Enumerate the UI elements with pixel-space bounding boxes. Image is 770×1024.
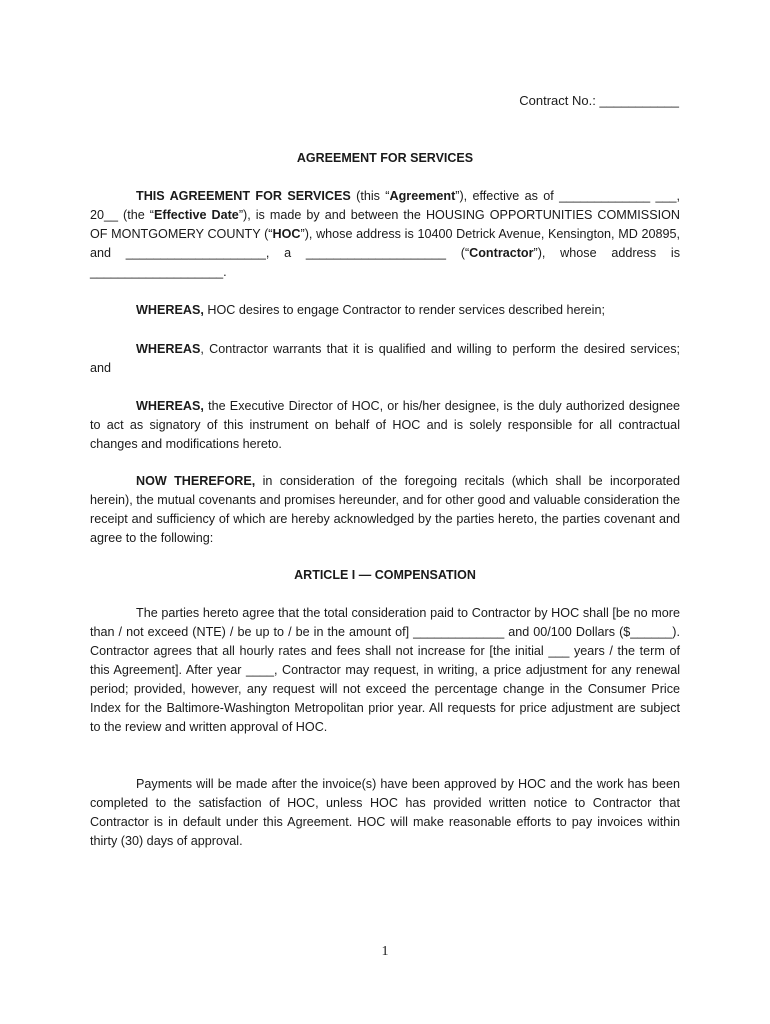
whereas-3-text: the Executive Director of HOC, or his/her designee, is the duly authorized designee to act as signatory of this instrument on behalf of HOC and is solely responsible for all contractual changes and modifications hereto. bbox=[90, 399, 680, 451]
whereas-paragraph-3 bbox=[90, 397, 680, 454]
preamble-text-4: ”), whose address is 10400 Detrick Avenue, Kensington, MD 20895, and ____________________, a ____________________ (“ bbox=[90, 227, 681, 260]
page-number: 1 bbox=[381, 944, 389, 959]
preamble-paragraph bbox=[90, 187, 680, 282]
preamble-lead: THIS AGREEMENT FOR SERVICES bbox=[136, 189, 351, 203]
preamble-text-2: ”), effective as of _____________ ___, 20__ (the “ bbox=[90, 189, 680, 222]
compensation-paragraph-2 bbox=[90, 775, 680, 851]
now-therefore-paragraph bbox=[90, 472, 680, 548]
compensation-text-2: Payments will be made after the invoice(s) have been approved by HOC and the work has been completed to the satisfaction of HOC, unless HOC has provided written notice to Contractor that Contractor is in default under this Agreement. HOC will make reasonable efforts to pay invoices within thirty (30) days of approval. bbox=[90, 777, 680, 848]
whereas-3-lead: WHEREAS, bbox=[136, 399, 204, 413]
compensation-text-1: The parties hereto agree that the total consideration paid to Contractor by HOC shall [be no more than / not exceed (NTE) / be up to / be in the amount of] _____________ and 00/100 Dollars ($______). Contractor agrees that all hourly rates and fees shall not increase for [the initial ___ years / the term of this Agreement]. After year ____, Contractor may request, in writing, a price adjustment for any renewal period; provided, however, any request will not exceed the percentage change in the Consumer Price Index for the Baltimore-Washington Metropolitan prior year. All requests for price adjustment are subject to the review and written approval of HOC. bbox=[90, 606, 680, 734]
whereas-2-text: , Contractor warrants that it is qualified and willing to perform the desired services; and bbox=[90, 342, 680, 375]
whereas-paragraph-1 bbox=[90, 301, 680, 320]
now-therefore-lead: NOW THEREFORE, bbox=[136, 474, 256, 488]
compensation-paragraph-1 bbox=[90, 604, 680, 737]
contract-number-line: Contract No.: ___________ bbox=[519, 93, 679, 108]
preamble-text-5: ”), whose address is ___________________. bbox=[90, 246, 681, 279]
effective-date-term: Effective Date bbox=[153, 208, 239, 222]
contractor-term: Contractor bbox=[469, 246, 534, 260]
preamble-text-3: ”), is made by and between the HOUSING OPPORTUNITIES COMMISSION OF MONTGOMERY COUNTY (“ bbox=[90, 208, 680, 241]
whereas-1-lead: WHEREAS, bbox=[136, 303, 204, 317]
article-1-heading: ARTICLE I — COMPENSATION bbox=[294, 568, 476, 582]
whereas-1-text: HOC desires to engage Contractor to render services described herein; bbox=[203, 303, 605, 317]
whereas-paragraph-2 bbox=[90, 340, 680, 378]
now-therefore-text: in consideration of the foregoing recitals (which shall be incorporated herein), the mutual covenants and promises hereunder, and for other good and valuable consideration the receipt and sufficiency of which are hereby acknowledged by the parties hereto, the parties covenant and agree to the following: bbox=[90, 474, 680, 545]
document-title: AGREEMENT FOR SERVICES bbox=[296, 151, 474, 165]
agreement-term: Agreement bbox=[389, 189, 456, 203]
hoc-term: HOC bbox=[272, 227, 301, 241]
preamble-text-1: (this “ bbox=[350, 189, 390, 203]
whereas-2-lead: WHEREAS bbox=[136, 342, 201, 356]
